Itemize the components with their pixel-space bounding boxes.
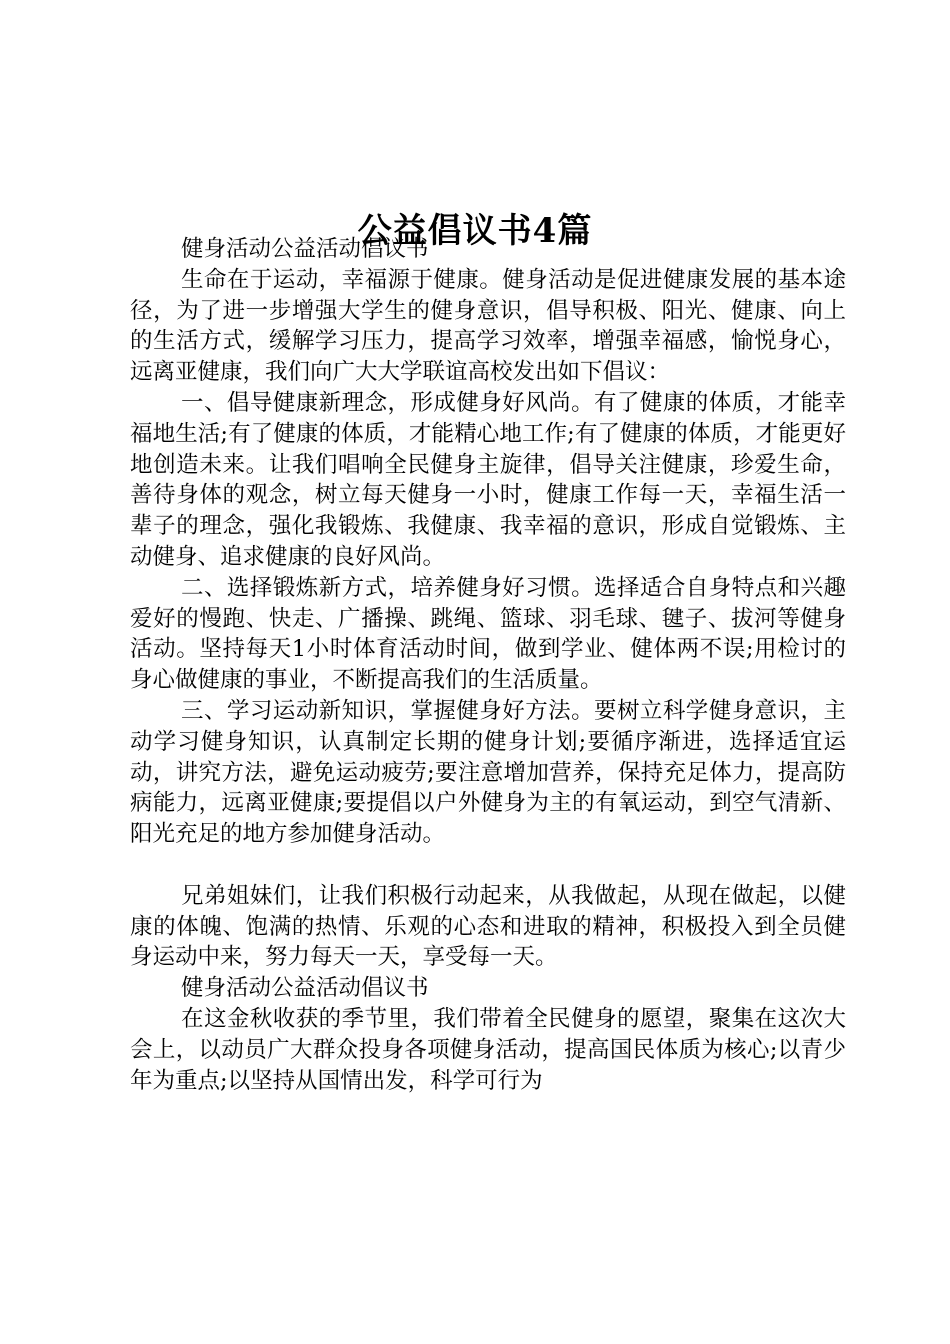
closing-paragraph: 兄弟姐妹们，让我们积极行动起来，从我做起，从现在做起，以健康的体魄、饱满的热情、乐观的心态和进取的精神，积极投入到全员健身运动中来，努力每天一天，享受每一天。 — [130, 882, 846, 971]
intro-paragraph: 生命在于运动，幸福源于健康。健身活动是促进健康发展的基本途径，为了进一步增强大学生的健身意识，倡导积极、阳光、健康、向上的生活方式，缓解学习压力，提高学习效率，增强幸福感，愉悦身心，远离亚健康，我们向广大大学联谊高校发出如下倡议： — [130, 266, 846, 386]
document-title: 公益倡议书4篇 — [357, 210, 593, 251]
subheading-fitness-proposal-2: 健身活动公益活动倡议书 — [181, 975, 429, 1002]
proposal-point-three: 三、学习运动新知识，掌握健身好方法。要树立科学健身意识，主动学习健身知识，认真制定长期的健身计划;要循序渐进，选择适宜运动，讲究方法，避免运动疲劳;要注意增加营养，保持充足体力，提高防病能力，远离亚健康;要提倡以户外健身为主的有氧运动，到空气清新、阳光充足的地方参加健身活动。 — [130, 697, 846, 848]
proposal-point-two: 二、选择锻炼新方式，培养健身好习惯。选择适合自身特点和兴趣爱好的慢跑、快走、广播操、跳绳、篮球、羽毛球、毽子、拔河等健身活动。坚持每天1小时体育活动时间，做到学业、健体两不误;用检讨的身心做健康的事业，不断提高我们的生活质量。 — [130, 574, 846, 694]
subheading-fitness-proposal: 健身活动公益活动倡议书 — [181, 236, 429, 262]
proposal-point-one: 一、倡导健康新理念，形成健身好风尚。有了健康的体质，才能幸福地生活;有了健康的体质，才能精心地工作;有了健康的体质，才能更好地创造未来。让我们唱响全民健身主旋律，倡导关注健康，珍爱生命，善待身体的观念，树立每天健身一小时，健康工作每一天，幸福生活一辈子的理念，强化我锻炼、我健康、我幸福的意识，形成自觉锻炼、主动健身、追求健康的良好风尚。 — [130, 389, 846, 570]
second-proposal-paragraph: 在这金秋收获的季节里，我们带着全民健身的愿望，聚集在这次大会上，以动员广大群众投身各项健身活动，提高国民体质为核心;以青少年为重点;以坚持从国情出发，科学可行为 — [130, 1005, 846, 1094]
document-body — [130, 234, 846, 1096]
